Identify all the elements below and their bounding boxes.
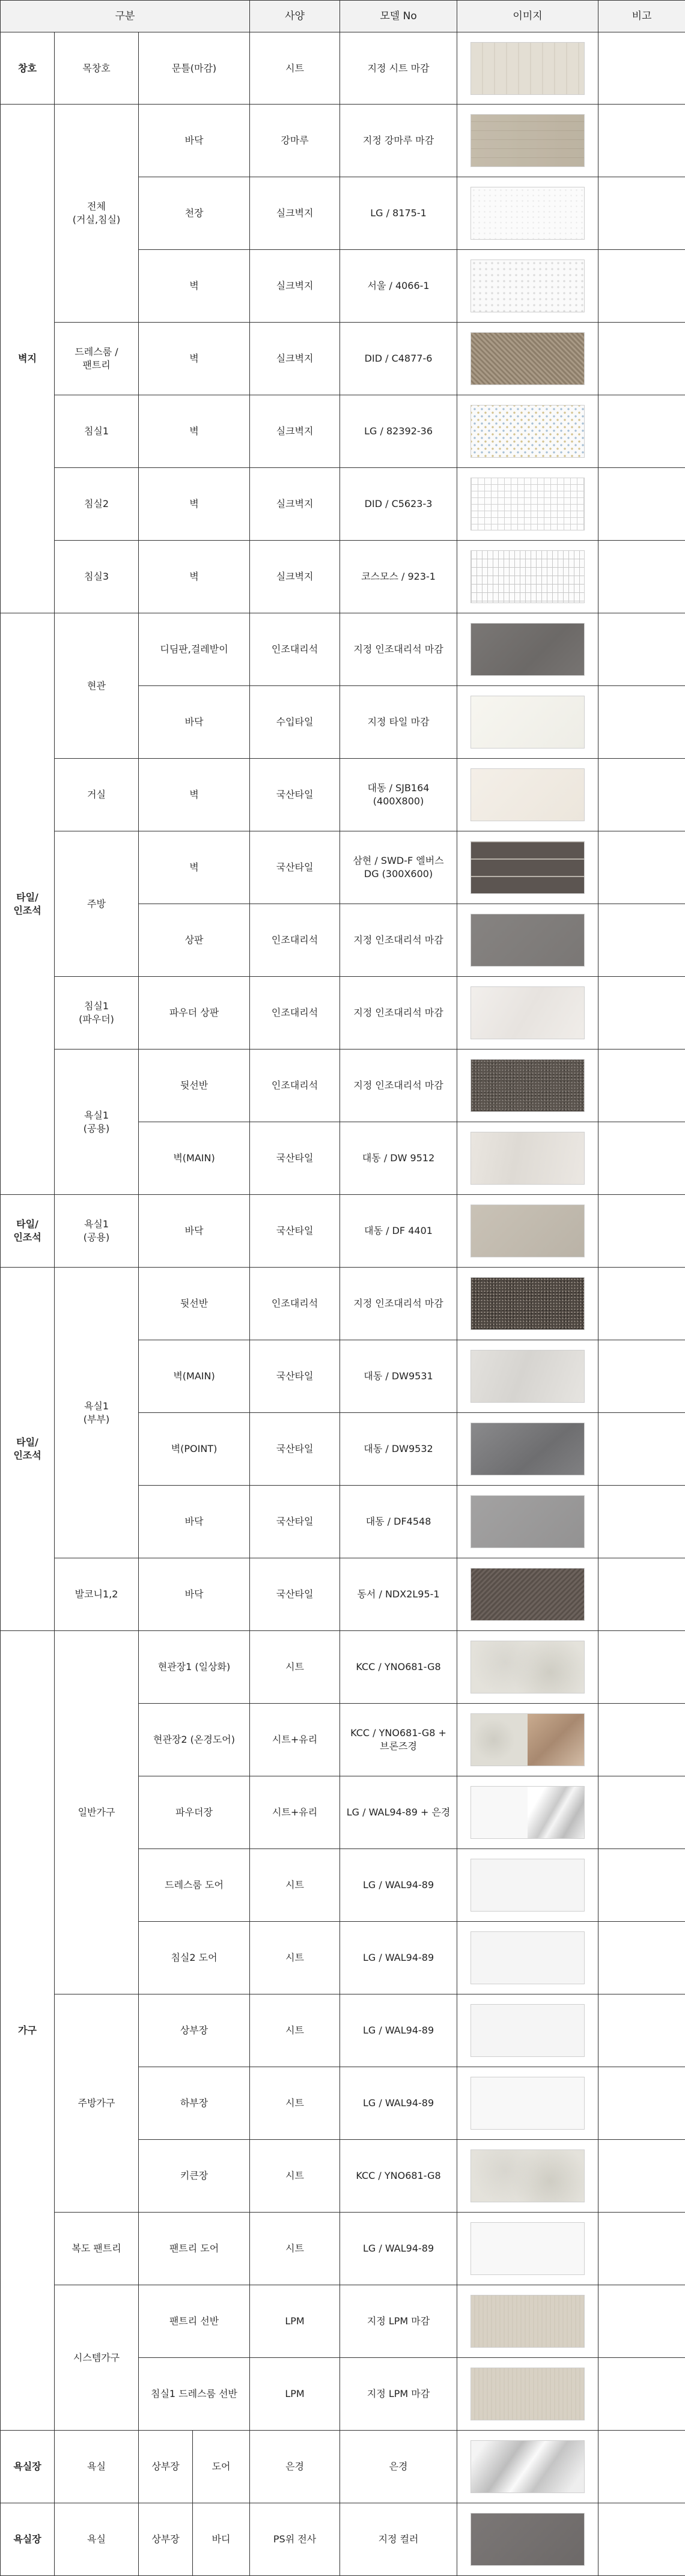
table-row bbox=[1, 1195, 685, 1268]
lpm-texture-swatch bbox=[470, 2295, 585, 2348]
item-name: 벽 bbox=[139, 541, 250, 613]
sub-location: 일반가구 bbox=[55, 1631, 139, 1994]
item-name: 하부장 bbox=[139, 2067, 250, 2140]
plain-texture-swatch bbox=[470, 1859, 585, 1912]
table-row bbox=[1, 323, 685, 395]
stone-texture-swatch bbox=[470, 623, 585, 676]
spec-cell: 국산타일 bbox=[250, 831, 340, 904]
table-row bbox=[1, 1268, 685, 1340]
remarks-cell bbox=[598, 541, 685, 613]
remarks-cell bbox=[598, 2140, 685, 2213]
spec-cell: PS위 전사 bbox=[250, 2503, 340, 2576]
model-cell: KCC / YNO681-G8 bbox=[340, 1631, 457, 1704]
table-row bbox=[1, 759, 685, 831]
item-name: 벽 bbox=[139, 323, 250, 395]
group-label: 벽지 bbox=[1, 105, 55, 613]
spec-cell: 국산타일 bbox=[250, 1340, 340, 1413]
table-row bbox=[1, 1994, 685, 2067]
marble-texture-swatch bbox=[470, 1350, 585, 1403]
table-row bbox=[1, 32, 685, 105]
sub-location: 복도 팬트리 bbox=[55, 2213, 139, 2285]
sub-location-2: 상부장 bbox=[139, 2431, 193, 2503]
item-name: 디딤판,걸레받이 bbox=[139, 613, 250, 686]
spec-cell: 시트 bbox=[250, 32, 340, 105]
sub-location: 주방 bbox=[55, 831, 139, 977]
spec-cell: 인조대리석 bbox=[250, 904, 340, 977]
plain-texture-swatch bbox=[470, 2222, 585, 2275]
sub-location: 욕실1 (공용) bbox=[55, 1050, 139, 1195]
remarks-cell bbox=[598, 32, 685, 105]
model-cell: 대동 / SJB164 (400X800) bbox=[340, 759, 457, 831]
group-label: 욕실장 bbox=[1, 2431, 55, 2503]
sub-location-2: 상부장 bbox=[139, 2503, 193, 2576]
remarks-cell bbox=[598, 977, 685, 1050]
spec-cell: 시트 bbox=[250, 2140, 340, 2213]
table-row bbox=[1, 613, 685, 686]
spec-cell: 수입타일 bbox=[250, 686, 340, 759]
marble-texture-swatch bbox=[470, 1132, 585, 1185]
model-cell: 대동 / DW 9512 bbox=[340, 1122, 457, 1195]
table-row bbox=[1, 395, 685, 468]
wallpaper-texture-swatch bbox=[470, 260, 585, 312]
model-cell: 삼현 / SWD-F 엘버스 DG (300X600) bbox=[340, 831, 457, 904]
spec-cell: 시트 bbox=[250, 1849, 340, 1922]
remarks-cell bbox=[598, 2285, 685, 2358]
table-row bbox=[1, 468, 685, 541]
header-category: 구분 bbox=[1, 1, 250, 32]
mirror-texture-swatch bbox=[470, 2440, 585, 2493]
remarks-cell bbox=[598, 2431, 685, 2503]
spec-cell: 시트+유리 bbox=[250, 1704, 340, 1776]
model-cell: 지정 인조대리석 마감 bbox=[340, 1050, 457, 1122]
terrazzo-texture-swatch bbox=[470, 1277, 585, 1330]
model-cell: LG / WAL94-89 bbox=[340, 2067, 457, 2140]
item-name: 상판 bbox=[139, 904, 250, 977]
model-cell: DID / C5623-3 bbox=[340, 468, 457, 541]
table-row bbox=[1, 977, 685, 1050]
remarks-cell bbox=[598, 1050, 685, 1122]
sub-location: 주방가구 bbox=[55, 1994, 139, 2213]
table-row bbox=[1, 1558, 685, 1631]
lpm-texture-swatch bbox=[470, 2368, 585, 2420]
remarks-cell bbox=[598, 613, 685, 686]
model-cell: 지정 인조대리석 마감 bbox=[340, 613, 457, 686]
item-name: 벽(MAIN) bbox=[139, 1340, 250, 1413]
table-row bbox=[1, 2285, 685, 2358]
remarks-cell bbox=[598, 1268, 685, 1340]
remarks-cell bbox=[598, 1776, 685, 1849]
spec-cell: 인조대리석 bbox=[250, 1268, 340, 1340]
remarks-cell bbox=[598, 759, 685, 831]
spec-cell: 인조대리석 bbox=[250, 1050, 340, 1122]
table-row bbox=[1, 541, 685, 613]
model-cell: 지정 강마루 마감 bbox=[340, 105, 457, 177]
remarks-cell bbox=[598, 250, 685, 323]
remarks-cell bbox=[598, 395, 685, 468]
grid-texture-swatch bbox=[470, 478, 585, 530]
remarks-cell bbox=[598, 2358, 685, 2431]
dark-gray-texture-swatch bbox=[470, 2513, 585, 2566]
spec-cell: 국산타일 bbox=[250, 1413, 340, 1486]
sub-location: 침실1 (파우더) bbox=[55, 977, 139, 1050]
sub-location: 현관 bbox=[55, 613, 139, 759]
table-row bbox=[1, 2431, 685, 2503]
sub-location: 침실2 bbox=[55, 468, 139, 541]
sub-location: 욕실 bbox=[55, 2503, 139, 2576]
model-cell: KCC / YNO681-G8 + 브론즈경 bbox=[340, 1704, 457, 1776]
model-cell: 서울 / 4066-1 bbox=[340, 250, 457, 323]
spec-cell: 실크벽지 bbox=[250, 395, 340, 468]
model-cell: 지정 인조대리석 마감 bbox=[340, 977, 457, 1050]
model-cell: 동서 / NDX2L95-1 bbox=[340, 1558, 457, 1631]
item-name: 상부장 bbox=[139, 1994, 250, 2067]
sub-location: 욕실1 (부부) bbox=[55, 1268, 139, 1558]
stone-texture-swatch bbox=[470, 1641, 585, 1694]
remarks-cell bbox=[598, 2503, 685, 2576]
model-cell: 지정 인조대리석 마감 bbox=[340, 1268, 457, 1340]
stone-texture-swatch bbox=[470, 914, 585, 967]
remarks-cell bbox=[598, 177, 685, 250]
spec-cell: 은경 bbox=[250, 2431, 340, 2503]
table-row bbox=[1, 105, 685, 177]
model-cell: LG / WAL94-89 bbox=[340, 1994, 457, 2067]
group-label: 타일/ 인조석 bbox=[1, 613, 55, 1195]
item-name: 드레스룸 도어 bbox=[139, 1849, 250, 1922]
remarks-cell bbox=[598, 1922, 685, 1994]
model-cell: 대동 / DF4548 bbox=[340, 1486, 457, 1558]
item-name: 파우더장 bbox=[139, 1776, 250, 1849]
spec-cell: 국산타일 bbox=[250, 759, 340, 831]
model-cell: 은경 bbox=[340, 2431, 457, 2503]
plain-glass-texture-swatch bbox=[470, 1786, 585, 1839]
item-name: 바닥 bbox=[139, 1195, 250, 1268]
sub-location: 욕실1 (공용) bbox=[55, 1195, 139, 1268]
group-label: 욕실장 bbox=[1, 2503, 55, 2576]
weave-texture-swatch bbox=[470, 1568, 585, 1621]
plain-texture-swatch bbox=[470, 2077, 585, 2130]
spec-cell: 시트 bbox=[250, 2067, 340, 2140]
spec-cell: 강마루 bbox=[250, 105, 340, 177]
model-cell: 지정 시트 마감 bbox=[340, 32, 457, 105]
model-cell: KCC / YNO681-G8 bbox=[340, 2140, 457, 2213]
spec-cell: 인조대리석 bbox=[250, 977, 340, 1050]
spec-cell: 시트 bbox=[250, 2213, 340, 2285]
item-name: 바닥 bbox=[139, 1558, 250, 1631]
sub-location: 전체 (거실,침실) bbox=[55, 105, 139, 323]
item-name: 바닥 bbox=[139, 105, 250, 177]
remarks-cell bbox=[598, 1849, 685, 1922]
sub-location: 거실 bbox=[55, 759, 139, 831]
model-cell: DID / C4877-6 bbox=[340, 323, 457, 395]
remarks-cell bbox=[598, 105, 685, 177]
group-label: 타일/ 인조석 bbox=[1, 1268, 55, 1631]
sub-location: 침실1 bbox=[55, 395, 139, 468]
grid-texture-swatch bbox=[470, 550, 585, 603]
sub-location: 발코니1,2 bbox=[55, 1558, 139, 1631]
model-cell: 대동 / DF 4401 bbox=[340, 1195, 457, 1268]
item-name: 벽 bbox=[139, 468, 250, 541]
item-name: 현관장2 (온경도어) bbox=[139, 1704, 250, 1776]
spec-cell: 시트 bbox=[250, 1922, 340, 1994]
remarks-cell bbox=[598, 1704, 685, 1776]
weave-texture-swatch bbox=[470, 332, 585, 385]
item-name: 침실1 드레스룸 선반 bbox=[139, 2358, 250, 2431]
table-row bbox=[1, 831, 685, 904]
spec-cell: 시트 bbox=[250, 1994, 340, 2067]
spec-cell: 실크벽지 bbox=[250, 250, 340, 323]
remarks-cell bbox=[598, 323, 685, 395]
dot-texture-swatch bbox=[470, 405, 585, 458]
model-cell: 지정 LPM 마감 bbox=[340, 2285, 457, 2358]
remarks-cell bbox=[598, 2067, 685, 2140]
remarks-cell bbox=[598, 904, 685, 977]
sub-location: 침실3 bbox=[55, 541, 139, 613]
remarks-cell bbox=[598, 468, 685, 541]
item-name: 팬트리 도어 bbox=[139, 2213, 250, 2285]
item-name: 벽 bbox=[139, 250, 250, 323]
header-spec: 사양 bbox=[250, 1, 340, 32]
sub-location: 드레스룸 / 팬트리 bbox=[55, 323, 139, 395]
model-cell: 대동 / DW9531 bbox=[340, 1340, 457, 1413]
remarks-cell bbox=[598, 1486, 685, 1558]
spec-cell: 시트+유리 bbox=[250, 1776, 340, 1849]
item-name: 키큰장 bbox=[139, 2140, 250, 2213]
spec-cell: 시트 bbox=[250, 1631, 340, 1704]
item-name: 벽(MAIN) bbox=[139, 1122, 250, 1195]
tile-texture-swatch bbox=[470, 1204, 585, 1257]
terrazzo-texture-swatch bbox=[470, 1059, 585, 1112]
item-name: 바닥 bbox=[139, 1486, 250, 1558]
spec-cell: 국산타일 bbox=[250, 1558, 340, 1631]
remarks-cell bbox=[598, 686, 685, 759]
wood-texture-swatch bbox=[470, 114, 585, 167]
model-cell: LG / 8175-1 bbox=[340, 177, 457, 250]
model-cell: LG / 82392-36 bbox=[340, 395, 457, 468]
model-cell: LG / WAL94-89 + 은경 bbox=[340, 1776, 457, 1849]
wallpaper-texture-swatch bbox=[470, 187, 585, 240]
item-name: 파우더 상판 bbox=[139, 977, 250, 1050]
group-label: 창호 bbox=[1, 32, 55, 105]
remarks-cell bbox=[598, 1340, 685, 1413]
remarks-cell bbox=[598, 1558, 685, 1631]
spec-cell: 실크벽지 bbox=[250, 468, 340, 541]
sub-location: 시스템가구 bbox=[55, 2285, 139, 2431]
stone-bronze-texture-swatch bbox=[470, 1713, 585, 1766]
sub-location: 욕실 bbox=[55, 2431, 139, 2503]
remarks-cell bbox=[598, 1122, 685, 1195]
item-name: 바디 bbox=[193, 2503, 250, 2576]
plain-texture-swatch bbox=[470, 2004, 585, 2057]
item-name: 문틀(마감) bbox=[139, 32, 250, 105]
item-name: 천장 bbox=[139, 177, 250, 250]
spec-cell: 인조대리석 bbox=[250, 613, 340, 686]
item-name: 도어 bbox=[193, 2431, 250, 2503]
spec-cell: LPM bbox=[250, 2285, 340, 2358]
header-remarks: 비고 bbox=[598, 1, 685, 32]
header-row bbox=[1, 1, 685, 32]
group-label: 가구 bbox=[1, 1631, 55, 2431]
group-label: 타일/ 인조석 bbox=[1, 1195, 55, 1268]
spec-cell: 실크벽지 bbox=[250, 541, 340, 613]
remarks-cell bbox=[598, 1195, 685, 1268]
item-name: 벽 bbox=[139, 759, 250, 831]
header-image: 이미지 bbox=[457, 1, 598, 32]
model-cell: 지정 인조대리석 마감 bbox=[340, 904, 457, 977]
marble-texture-swatch bbox=[470, 986, 585, 1039]
model-cell: 지정 LPM 마감 bbox=[340, 2358, 457, 2431]
tile-texture-swatch bbox=[470, 1495, 585, 1548]
strip-tile-texture-swatch bbox=[470, 841, 585, 894]
item-name: 벽 bbox=[139, 831, 250, 904]
sub-location: 목창호 bbox=[55, 32, 139, 105]
tile-texture-swatch bbox=[470, 768, 585, 821]
model-cell: LG / WAL94-89 bbox=[340, 2213, 457, 2285]
item-name: 뒷선반 bbox=[139, 1050, 250, 1122]
spec-cell: 국산타일 bbox=[250, 1195, 340, 1268]
spec-cell: 국산타일 bbox=[250, 1122, 340, 1195]
remarks-cell bbox=[598, 831, 685, 904]
table-row bbox=[1, 2503, 685, 2576]
item-name: 벽(POINT) bbox=[139, 1413, 250, 1486]
panel-texture-swatch bbox=[470, 42, 585, 95]
spec-cell: LPM bbox=[250, 2358, 340, 2431]
remarks-cell bbox=[598, 2213, 685, 2285]
item-name: 침실2 도어 bbox=[139, 1922, 250, 1994]
item-name: 뒷선반 bbox=[139, 1268, 250, 1340]
item-name: 벽 bbox=[139, 395, 250, 468]
model-cell: 지정 컬러 bbox=[340, 2503, 457, 2576]
spec-cell: 실크벽지 bbox=[250, 177, 340, 250]
stone-texture-swatch bbox=[470, 2149, 585, 2202]
model-cell: 코스모스 / 923-1 bbox=[340, 541, 457, 613]
model-cell: 대동 / DW9532 bbox=[340, 1413, 457, 1486]
model-cell: LG / WAL94-89 bbox=[340, 1849, 457, 1922]
item-name: 바닥 bbox=[139, 686, 250, 759]
table-row bbox=[1, 1050, 685, 1122]
remarks-cell bbox=[598, 1413, 685, 1486]
slate-texture-swatch bbox=[470, 1423, 585, 1475]
model-cell: 지정 타일 마감 bbox=[340, 686, 457, 759]
spec-cell: 실크벽지 bbox=[250, 323, 340, 395]
remarks-cell bbox=[598, 1994, 685, 2067]
spec-cell: 국산타일 bbox=[250, 1486, 340, 1558]
header-model: 모델 No bbox=[340, 1, 457, 32]
remarks-cell bbox=[598, 1631, 685, 1704]
item-name: 현관장1 (일상화) bbox=[139, 1631, 250, 1704]
table-row bbox=[1, 1631, 685, 1704]
plain-texture-swatch bbox=[470, 1931, 585, 1984]
tile-texture-swatch bbox=[470, 696, 585, 749]
item-name: 팬트리 선반 bbox=[139, 2285, 250, 2358]
table-row bbox=[1, 2213, 685, 2285]
model-cell: LG / WAL94-89 bbox=[340, 1922, 457, 1994]
